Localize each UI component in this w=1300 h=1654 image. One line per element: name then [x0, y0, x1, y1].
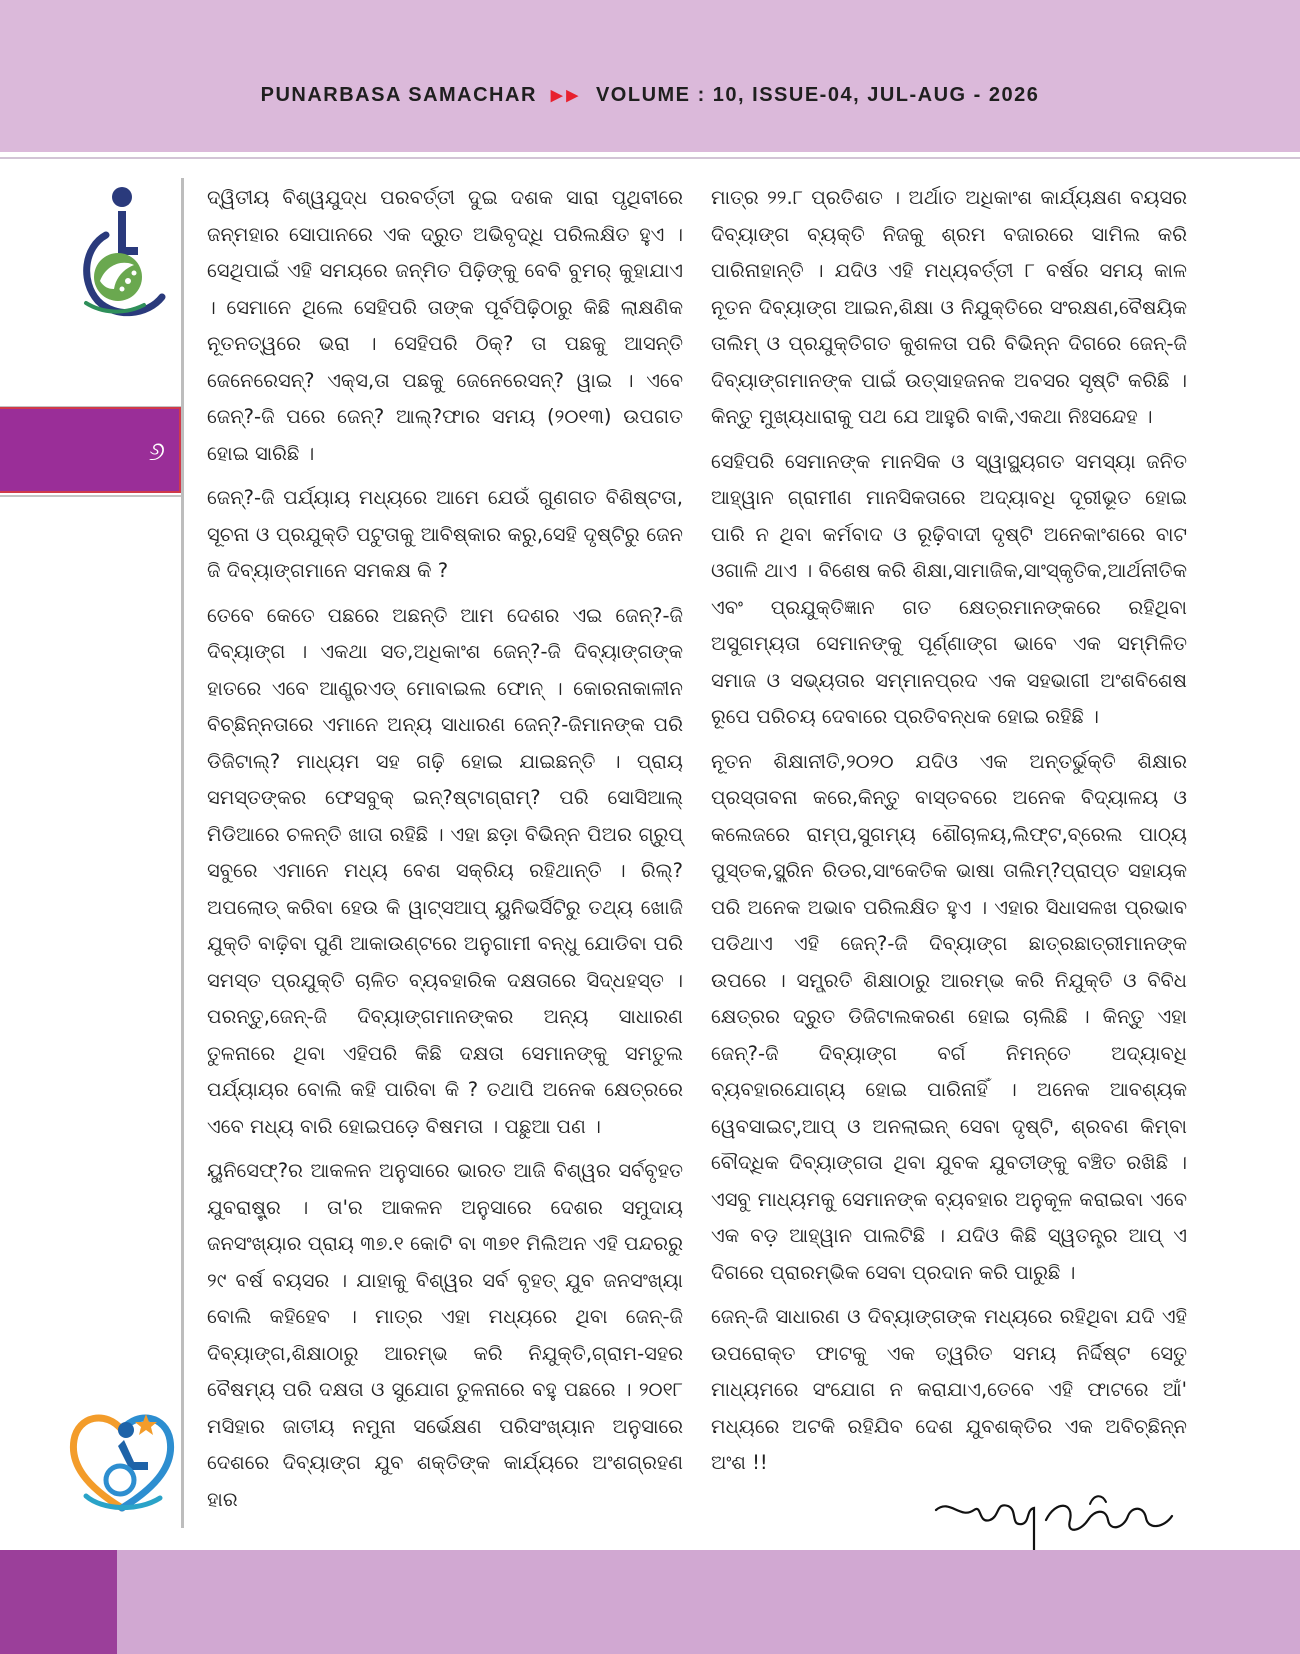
- article-column-left: [207, 180, 683, 1526]
- masthead: [0, 84, 1300, 107]
- article-paragraph: ଜେନ୍?-ଜି ପର୍ଯ୍ୟାୟ ମଧ୍ୟରେ ଆମେ ଯେଉଁ ଗୁଣଗତ ବିଶିଷ୍ଟତା, ସୂଚନା ଓ ପ୍ରଯୁକ୍ତି ପଟୁତାକୁ ଆବିଷ୍କାର କରୁ,ସେହି ଦୃଷ୍ଟିରୁ ଜେନ ଜି ଦିବ୍ୟାଙ୍ଗମାନେ ସମକକ୍ଷ କି ?: [207, 486, 683, 582]
- article-paragraph: ମାତ୍ର ୨୨.୮ ପ୍ରତିଶତ । ଅର୍ଥାତ ଅଧିକାଂଶ କାର୍ଯ୍ୟକ୍ଷଣ ବୟସର ଦିବ୍ୟାଙ୍ଗ ବ୍ୟକ୍ତି ନିଜକୁ ଶ୍ରମ ବଜାରରେ ସାମିଲ କରି ପାରିନାହାନ୍ତି । ଯଦିଓ ଏହି ମଧ୍ୟବର୍ତ୍ତୀ ୮ ବର୍ଷର ସମୟ କାଳ ନୂତନ ଦିବ୍ୟାଙ୍ଗ ଆଇନ,ଶିକ୍ଷା ଓ ନିଯୁକ୍ତିରେ ସଂରକ୍ଷଣ,ବୈଷୟିକ ତାଲିମ୍ ଓ ପ୍ରଯୁକ୍ତିଗତ କୁଶଳତା ପରି ବିଭିନ୍ନ ଦିଗରେ ଜେନ୍-ଜି ଦିବ୍ୟାଙ୍ଗମାନଙ୍କ ପାଇଁ ଉତ୍ସାହଜନକ ଅବସର ସୃଷ୍ଟି କରିଛି । କିନ୍ତୁ ମୁଖ୍ୟଧାରାକୁ ପଥ ଯେ ଆହୁରି ବାକି,ଏକଥା ନିଃସନ୍ଦେହ ।: [711, 186, 1187, 428]
- footer-band: [0, 1550, 1300, 1654]
- article-paragraph: ଦ୍ୱିତୀୟ ବିଶ୍ୱଯୁଦ୍ଧ ପରବର୍ତ୍ତୀ ଦୁଇ ଦଶକ ସାରା ପୃଥିବୀରେ ଜନ୍ମହାର ସୋପାନରେ ଏକ ଦ୍ରୁତ ଅଭିବୃଦ୍ଧି ପରିଲକ୍ଷିତ ହୁଏ । ସେଥିପାଇଁ ଏହି ସମୟରେ ଜନ୍ମିତ ପିଢ଼ିଙ୍କୁ ବେବି ବୁମର୍ କୁହାଯାଏ । ସେମାନେ ଥିଲେ ସେହିପରି ତାଙ୍କ ପୂର୍ବପିଢ଼ିଠାରୁ କିଛି ଲାକ୍ଷଣିକ ନୂତନତ୍ୱରେ ଭରା । ସେହିପରି ଠିକ୍? ତା ପଛକୁ ଆସନ୍ତି ଜେନେରେସନ୍? ଏକ୍ସ,ତା ପଛକୁ ଜେନେରେସନ୍? ୱାଇ । ଏବେ ଜେନ୍?-ଜି ପରେ ଜେନ୍? ଆଲ୍?ଫାର ସମୟ (୨୦୧୩) ଉପଗତ ହୋଇ ସାରିଛି ।: [207, 186, 683, 465]
- header-divider: [0, 157, 1300, 159]
- article-column-right: [711, 180, 1187, 1490]
- column-divider: [181, 178, 184, 1528]
- header-band: [0, 0, 1300, 152]
- handwritten-signature-icon: [930, 1480, 1180, 1560]
- article-paragraph: ୟୁନିସେଫ୍?ର ଆକଳନ ଅନୁସାରେ ଭାରତ ଆଜି ବିଶ୍ୱର ସର୍ବବୃହତ ଯୁବରାଷ୍ଟ୍ର । ତା'ର ଆକଳନ ଅନୁସାରେ ଦେଶର ସମୁଦାୟ ଜନସଂଖ୍ୟାର ପ୍ରାୟ ୩୭.୧ କୋଟି ବା ୩୭୧ ମିଲିଅନ ଏହି ପନ୍ଦରରୁ ୨୯ ବର୍ଷ ବୟସର । ଯାହାକୁ ବିଶ୍ୱର ସର୍ବ ବୃହତ୍ ଯୁବ ଜନସଂଖ୍ୟା ବୋଲି କହିହେବ । ମାତ୍ର ଏହା ମଧ୍ୟରେ ଥିବା ଜେନ୍-ଜି ଦିବ୍ୟାଙ୍ଗ,ଶିକ୍ଷାଠାରୁ ଆରମ୍ଭ କରି ନିଯୁକ୍ତି,ଗ୍ରାମ-ସହର ବୈଷମ୍ୟ ପରି ଦକ୍ଷତା ଓ ସୁଯୋଗ ତୁଳନାରେ ବହୁ ପଛରେ । ୨୦୧୮ ମସିହାର ଜାତୀୟ ନମୁନା ସର୍ଭେକ୍ଷଣ ପରିସଂଖ୍ୟାନ ଅନୁସାରେ ଦେଶରେ ଦିବ୍ୟାଙ୍ଗ ଯୁବ ଶକ୍ତିଙ୍କ କାର୍ଯ୍ୟରେ ଅଂଶଗ୍ରହଣ ହାର: [207, 1159, 683, 1511]
- article-paragraph: ସେହିପରି ସେମାନଙ୍କ ମାନସିକ ଓ ସ୍ୱାସ୍ଥ୍ୟଗତ ସମସ୍ୟା ଜନିତ ଆହ୍ୱାନ ଗ୍ରାମୀଣ ମାନସିକତାରେ ଅଦ୍ୟାବଧି ଦୂରୀଭୂତ ହୋଇ ପାରି ନ ଥିବା କର୍ମବାଦ ଓ ରୂଢ଼ିବାଦୀ ଦୃଷ୍ଟି ଅନେକାଂଶରେ ବାଟ ଓଗାଳି ଥାଏ । ବିଶେଷ କରି ଶିକ୍ଷା,ସାମାଜିକ,ସାଂସ୍କୃତିକ,ଆର୍ଥନୀତିକ ଏବଂ ପ୍ରଯୁକ୍ତିଜ୍ଞାନ ଗତ କ୍ଷେତ୍ରମାନଙ୍କରେ ରହିଥିବା ଅସୁଗମ୍ୟତା ସେମାନଙ୍କୁ ପୂର୍ଣ୍ଣାଙ୍ଗ ଭାବେ ଏକ ସମ୍ମିଳିତ ସମାଜ ଓ ସଭ୍ୟତାର ସମ୍ମାନପ୍ରଦ ଏକ ସହଭାଗୀ ଅଂଶବିଶେଷ ରୂପେ ପରିଚୟ ଦେବାରେ ପ୍ରତିବନ୍ଧକ ହୋଇ ରହିଛି ।: [711, 449, 1187, 728]
- wheelchair-user-logo-icon: [78, 185, 174, 325]
- publication-name: PUNARBASA SAMACHAR: [260, 84, 537, 106]
- page-number: ୬: [148, 437, 165, 467]
- heart-person-logo-icon: [68, 1400, 176, 1518]
- double-arrow-icon: ▶▶: [550, 87, 582, 104]
- footer-accent-block: [0, 1550, 117, 1654]
- article-paragraph: ଜେନ୍-ଜି ସାଧାରଣ ଓ ଦିବ୍ୟାଙ୍ଗଙ୍କ ମଧ୍ୟରେ ରହିଥିବା ଯଦି ଏହି ଉପରୋକ୍ତ ଫାଟକୁ ଏକ ତ୍ୱରିତ ସମୟ ନିର୍ଦ୍ଦିଷ୍ଟ ସେତୁ ମାଧ୍ୟମରେ ସଂଯୋଗ ନ କରାଯାଏ,ତେବେ ଏହି ଫାଟରେ ଆଁ' ମଧ୍ୟରେ ଅଟକି ରହିଯିବ ଦେଶ ଯୁବଶକ୍ତିର ଏକ ଅବିଚ୍ଛିନ୍ନ ଅଂଶ !!: [711, 1305, 1187, 1474]
- page-number-tab: [0, 407, 181, 493]
- article-paragraph: ନୂତନ ଶିକ୍ଷାନୀତି,୨୦୨୦ ଯଦିଓ ଏକ ଅନ୍ତର୍ଭୁକ୍ତି ଶିକ୍ଷାର ପ୍ରସ୍ତାବନା କରେ,କିନ୍ତୁ ବାସ୍ତବରେ ଅନେକ ବିଦ୍ୟାଳୟ ଓ କଲେଜରେ ରାମ୍ପ,ସୁଗମ୍ୟ ଶୌଚାଳୟ,ଲିଫ୍ଟ,ବ୍ରେଲ ପାଠ୍ୟ ପୁସ୍ତକ,ସ୍କ୍ରିନ ରିଡର,ସାଂକେତିକ ଭାଷା ତାଲିମ୍?ପ୍ରାପ୍ତ ସହାୟକ ପରି ଅନେକ ଅଭାବ ପରିଲକ୍ଷିତ ହୁଏ । ଏହାର ସିଧାସଳଖ ପ୍ରଭାବ ପଡିଥାଏ ଏହି ଜେନ୍?-ଜି ଦିବ୍ୟାଙ୍ଗ ଛାତ୍ରଛାତ୍ରୀମାନଙ୍କ ଉପରେ । ସମ୍ପ୍ରତି ଶିକ୍ଷାଠାରୁ ଆରମ୍ଭ କରି ନିଯୁକ୍ତି ଓ ବିବିଧ କ୍ଷେତ୍ରର ଦ୍ରୁତ ଡିଜିଟାଲକରଣ ହୋଇ ଚାଲିଛି । କିନ୍ତୁ ଏହା ଜେନ୍?-ଜି ଦିବ୍ୟାଙ୍ଗ ବର୍ଗ ନିମନ୍ତେ ଅଦ୍ୟାବଧି ବ୍ୟବହାରଯୋଗ୍ୟ ହୋଇ ପାରିନାହିଁ । ଅନେକ ଆବଶ୍ୟକ ୱେବସାଇଟ୍,ଆପ୍ ଓ ଅନଲାଇନ୍ ସେବା ଦୃଷ୍ଟି, ଶ୍ରବଣ କିମ୍ବା ବୌଦ୍ଧିକ ଦିବ୍ୟାଙ୍ଗତା ଥିବା ଯୁବକ ଯୁବତୀଙ୍କୁ ବଞ୍ଚିତ ରଖିଛି । ଏସବୁ ମାଧ୍ୟମକୁ ସେମାନଙ୍କ ବ୍ୟବହାର ଅନୁକୂଳ କରାଇବା ଏବେ ଏକ ବଡ଼ ଆହ୍ୱାନ ପାଲଟିଛି । ଯଦିଓ କିଛି ସ୍ୱତନ୍ତ୍ର ଆପ୍ ଏ ଦିଗରେ ପ୍ରାରମ୍ଭିକ ସେବା ପ୍ରଦାନ କରି ପାରୁଛି ।: [711, 749, 1187, 1284]
- volume-info: VOLUME : 10, ISSUE-04, JUL-AUG - 2026: [595, 84, 1040, 106]
- tab-divider-bottom: [0, 495, 181, 497]
- article-paragraph: ତେବେ କେତେ ପଛରେ ଅଛନ୍ତି ଆମ ଦେଶର ଏଇ ଜେନ୍?-ଜି ଦିବ୍ୟାଙ୍ଗ । ଏକଥା ସତ,ଅଧିକାଂଶ ଜେନ୍?-ଜି ଦିବ୍ୟାଙ୍ଗଙ୍କ ହାତରେ ଏବେ ଆଣ୍ଡ୍ରଏଡ୍ ମୋବାଇଲ ଫୋନ୍ । କୋରନାକାଳୀନ ବିଚ୍ଛିନ୍ନତାରେ ଏମାନେ ଅନ୍ୟ ସାଧାରଣ ଜେନ୍?-ଜିମାନଙ୍କ ପରି ଡିଜିଟାଲ୍? ମାଧ୍ୟମ ସହ ଗଢ଼ି ହୋଇ ଯାଇଛନ୍ତି । ପ୍ରାୟ ସମସ୍ତଙ୍କର ଫେସବୁକ୍ ଇନ୍?ଷ୍ଟାଗ୍ରାମ୍? ପରି ସୋସିଆଲ୍ ମିଡିଆରେ ଚଳନ୍ତି ଖାତା ରହିଛି । ଏହା ଛଡ଼ା ବିଭିନ୍ନ ପିଅର ଗ୍ରୁପ୍ ସବୁରେ ଏମାନେ ମଧ୍ୟ ବେଶ ସକ୍ରିୟ ରହିଥାନ୍ତି । ରିଲ୍? ଅପଲୋଡ୍ କରିବା ହେଉ କି ୱାଟ୍ସଆପ୍ ୟୁନିଭର୍ସିଟିରୁ ତଥ୍ୟ ଖୋଜି ଯୁକ୍ତି ବାଢ଼ିବା ପୁଣି ଆକାଉଣ୍ଟରେ ଅନୁଗାମୀ ବନ୍ଧୁ ଯୋଡିବା ପରି ସମସ୍ତ ପ୍ରଯୁକ୍ତି ଚାଳିତ ବ୍ୟବହାରିକ ଦକ୍ଷତାରେ ସିଦ୍ଧହସ୍ତ । ପରନ୍ତୁ,ଜେନ୍-ଜି ଦିବ୍ୟାଙ୍ଗମାନଙ୍କର ଅନ୍ୟ ସାଧାରଣ ତୁଳନାରେ ଥିବା ଏହିପରି କିଛି ଦକ୍ଷତା ସେମାନଙ୍କୁ ସମତୁଲ ପର୍ଯ୍ୟାୟର ବୋଲି କହି ପାରିବା କି ? ତଥାପି ଅନେକ କ୍ଷେତ୍ରରେ ଏବେ ମଧ୍ୟ ବାରି ହୋଇପଡ଼େ ବିଷମତା । ପଛୁଆ ପଣ ।: [207, 603, 683, 1138]
